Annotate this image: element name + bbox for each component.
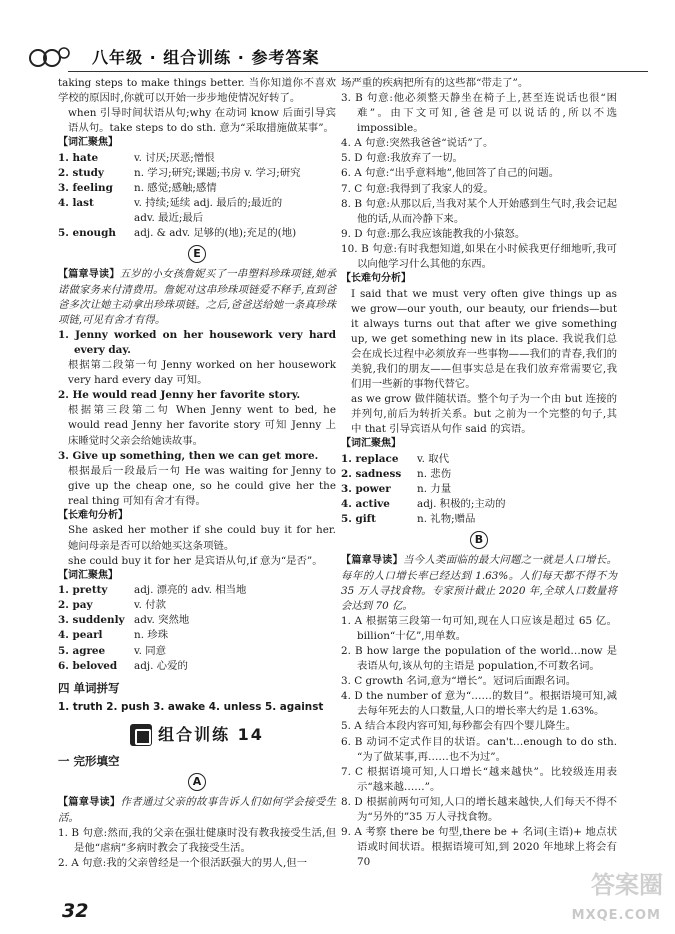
- vocab-word: 4. active: [341, 498, 390, 511]
- watermark-logo: 答案圈: [591, 871, 663, 899]
- long-sentence-text: She asked her mother if she could buy it for her. 她问母亲是否可以给她买这条项链。: [68, 524, 336, 552]
- vocab-word: 2. study: [58, 166, 104, 179]
- vocab-heading: 【词汇聚焦】: [58, 137, 118, 149]
- watermark-text: MXQE.COM: [571, 908, 661, 924]
- continued-text: 场严重的疾病把所有的这些都“带走了”。: [341, 77, 529, 89]
- answer-item: 9. D 句意:那么我应该能教我的小猿怒。: [341, 227, 526, 240]
- spelling-answers: 1. truth 2. push 3. awake 4. unless 5. against: [58, 701, 324, 714]
- answer-question: 3. Give up something, then we can get more.: [58, 449, 319, 462]
- vocab-item: [58, 659, 336, 674]
- vocab-item: [341, 482, 617, 497]
- block-title-icon: [130, 724, 152, 746]
- long-sentence-heading: 【长难句分析】: [341, 273, 411, 285]
- vocab-item: [58, 166, 336, 181]
- vocab-def: adv. 突然地: [134, 614, 190, 627]
- vocab-def: n. 礼物;赠品: [417, 513, 476, 526]
- vocab-item: [341, 497, 617, 512]
- answer-explanation: 根据第三段第二句 When Jenny went to bed, he would read Jenny her favorite story 可知 Jenny 上床睡觉时父亲会给她读故事。: [68, 404, 336, 447]
- vocab-word: 1. pretty: [58, 584, 108, 597]
- watermark: [505, 868, 665, 928]
- vocab-list: [341, 452, 617, 527]
- vocab-def: v. 取代: [417, 452, 450, 465]
- reading-guide: [58, 267, 336, 328]
- vocab-word: 2. sadness: [341, 467, 402, 480]
- answer-item: 9. A 考察 there be 句型,there be + 名词(主语)+ 地点状语或时间状语。根据语境可知,到 2020 年地球上将会有 70: [341, 826, 617, 869]
- vocab-def: n. 感觉;感触;感情: [134, 181, 217, 194]
- vocab-list: [58, 151, 336, 241]
- vocab-def: n. 力量: [417, 482, 452, 495]
- exercise-block-title: [58, 723, 336, 746]
- vocab-item: [58, 196, 336, 211]
- vocab-item: [341, 512, 617, 527]
- vocab-word: 5. enough: [58, 227, 116, 240]
- vocab-word: 5. agree: [58, 644, 106, 657]
- reading-guide-tag: 【篇章导读】: [341, 555, 403, 567]
- answer-item: 1. B 句意:然而,我的父亲在强壮健康时没有教我接受生活,但是他“虐病”多病时教会了我接受生活。: [58, 826, 336, 854]
- left-column: [58, 76, 336, 871]
- answer-item: 5. A 结合本段内容可知,每秒都会有四个婴儿降生。: [341, 720, 577, 733]
- page-number: 32: [62, 900, 89, 922]
- answer-item: 3. C growth 名词,意为“增长”。冠词后面跟名词。: [341, 675, 577, 688]
- answer-item: 10. B 句意:有时我想知道,如果在小时候我更仔细地听,我可以向他学习什么其他的东西。: [341, 242, 617, 270]
- vocab-def: adj. 漂亮的 adv. 相当地: [134, 584, 247, 597]
- vocab-def: v. 讨厌;厌恶;憎恨: [134, 151, 215, 164]
- answer-item: 8. D 根据前两句可知,人口的增长越来越快,人们每天不得不为“另外的”35 万人寻找食物。: [341, 795, 617, 823]
- reading-guide-tag: 【篇章导读】: [58, 797, 121, 809]
- cloze-heading: 一 完形填空: [58, 753, 120, 768]
- answer-item: 2. B how large the population of the world…now 是表语从句,该从句的主语是 population,不可数名词。: [341, 645, 617, 673]
- vocab-item: [58, 628, 336, 643]
- intro-explanation: when 引导时间状语从句;why 在动词 know 后面引导宾语从句。take steps to do sth. 意为“采取措施做某事”。: [68, 107, 336, 135]
- vocab-def: adv. 最近;最后: [134, 212, 204, 225]
- vocab-word: 1. replace: [341, 452, 399, 465]
- vocab-heading: 【词汇聚焦】: [341, 438, 401, 450]
- vocab-def: adj. 心爱的: [134, 659, 188, 672]
- answer-item: 4. D the number of 意为“……的数目”。根据语境可知,减去每年死去的人口数量,人口的增长率大约是 1.63%。: [341, 690, 617, 718]
- vocab-item: [58, 613, 336, 628]
- vocab-word: 6. beloved: [58, 659, 118, 672]
- vocab-word: [58, 211, 128, 226]
- reading-guide: [58, 795, 336, 826]
- answer-question: 1. Jenny worked on her housework very hard every day.: [58, 329, 336, 357]
- answer-item: 5. D 句意:我放弃了一切。: [341, 152, 463, 165]
- answer-item: 1. A 根据第三段第一句可知,现在人口应该是超过 65 亿。billion“十亿”,用单数。: [341, 614, 617, 642]
- block-title-text: 组合训练 14: [158, 725, 264, 745]
- vocab-def: n. 学习;研究;课题;书房 v. 学习;研究: [134, 166, 301, 179]
- answer-item: 3. B 句意:他必须整天静坐在椅子上,甚至连说话也很“困难”。由下文可知,爸爸是可以说话的,所以不选 impossible。: [341, 92, 617, 135]
- vocab-heading: 【词汇聚焦】: [58, 569, 118, 581]
- header-logo-icon: [28, 44, 72, 70]
- vocab-word: 2. pay: [58, 599, 93, 612]
- answer-item: 4. A 句意:突然我爸爸“说话”了。: [341, 137, 494, 150]
- vocab-def: n. 悲伤: [417, 467, 452, 480]
- vocab-item: [58, 151, 336, 166]
- right-column: [341, 76, 617, 870]
- vocab-def: v. 付款: [134, 599, 167, 612]
- answer-explanation: 根据第二段第一句 Jenny worked on her housework very hard every day 可知。: [68, 359, 336, 387]
- answer-item: 6. A 句意:“出乎意料地”,他回答了自己的问题。: [341, 167, 560, 180]
- vocab-word: 1. hate: [58, 151, 99, 164]
- section-letter-a: A: [188, 773, 206, 791]
- vocab-word: 4. pearl: [58, 629, 103, 642]
- vocab-word: 5. gift: [341, 513, 376, 526]
- section-letter-b: B: [470, 531, 488, 549]
- vocab-item: [58, 583, 336, 598]
- vocab-def: v. 同意: [134, 644, 167, 657]
- long-sentence-note: she could buy it for her 是宾语从句,if 意为“是否”。: [68, 554, 323, 567]
- header-title: 八年级 · 组合训练 · 参考答案: [92, 48, 320, 67]
- answer-item: 7. C 根据语境可知,人口增长“越来越快”。比较级连用表示“越来越……”。: [341, 765, 617, 793]
- vocab-def: n. 珍珠: [134, 629, 169, 642]
- vocab-def: adj. & adv. 足够的(地);充足的(地): [134, 227, 297, 240]
- vocab-item: [341, 452, 617, 467]
- long-sentence-text: I said that we must very often give things up as we grow—our youth, our beauty, our friends—but it always turns out that after we give something up, we get something new in its place. 我说我们总会在成长过程中必须放弃一些事物——我们的青春,我们的美貌,我们的朋友——但事实总是在我们放弃常需要它,我们用一些新的事物代替它。: [351, 287, 617, 390]
- header-rule: [68, 71, 648, 72]
- vocab-def: v. 持续;延续 adj. 最后的;最近的: [134, 197, 283, 210]
- vocab-item: [58, 181, 336, 196]
- vocab-item: [58, 644, 336, 659]
- reading-guide-text: 当今人类面临的最大问题之一就是人口增长。每年的人口增长率已经达到 1.63%。人们每天都不得不为 35 万人寻找食物。专家预计截止 2020 年,全球人口数量将会达到 70 亿。: [341, 554, 618, 612]
- vocab-item: [58, 598, 336, 613]
- reading-guide-text: 五岁的小女孩詹妮买了一串塑料珍珠项链,她承诺做家务来付清费用。詹妮对这串珍珠项链爱不释手,直到爸爸多次让她主动拿出珍珠项链。之后,爸爸送给她一条真珍珠项链,可见有舍才有得。: [58, 268, 336, 326]
- vocab-item: [58, 211, 336, 226]
- spelling-heading: 四 单词拼写: [58, 680, 120, 695]
- long-sentence-heading: 【长难句分析】: [58, 509, 128, 521]
- vocab-item: [58, 226, 336, 241]
- reading-guide-text: 作者通过父亲的故事告诉人们如何学会接受生活。: [58, 796, 337, 824]
- vocab-list: [58, 583, 336, 673]
- reading-guide: [341, 553, 617, 614]
- answer-question: 2. He would read Jenny her favorite story.: [58, 389, 301, 402]
- answer-item: 6. B 动词不定式作目的状语。can't…enough to do sth. “为了做某事,再……也不为过”。: [341, 735, 617, 763]
- vocab-item: [341, 467, 617, 482]
- vocab-word: 3. power: [341, 482, 391, 495]
- page-header: [28, 42, 648, 72]
- vocab-word: 4. last: [58, 197, 94, 210]
- intro-paragraph: taking steps to make things better. 当你知道你不喜欢学校的原因时,你就可以开始一步步地使情况好转了。: [58, 77, 336, 105]
- long-sentence-note: as we grow 做伴随状语。整个句子为一个由 but 连接的并列句,前后为转折关系。but 之前为一个完整的句子,其中 that 引导宾语从句作 said 的宾语。: [351, 393, 617, 436]
- vocab-def: adj. 积极的;主动的: [417, 498, 506, 511]
- answer-item: 8. B 句意:从那以后,当我对某个人开始感到生气时,我会记起他的话,从而冷静下来。: [341, 197, 617, 225]
- vocab-word: 3. feeling: [58, 181, 113, 194]
- section-letter-e: E: [188, 245, 206, 263]
- reading-guide-tag: 【篇章导读】: [58, 269, 120, 281]
- answer-item: 7. C 句意:我得到了我家人的爱。: [341, 182, 494, 195]
- answer-item: 2. A 句意:我的父亲曾经是一个很活跃强大的男人,但一: [58, 857, 308, 869]
- answer-explanation: 根据最后一段最后一句 He was waiting for Jenny to give up the cheap one, so he could give her the real thing 可知有舍才有得。: [68, 464, 336, 507]
- vocab-word: 3. suddenly: [58, 614, 125, 627]
